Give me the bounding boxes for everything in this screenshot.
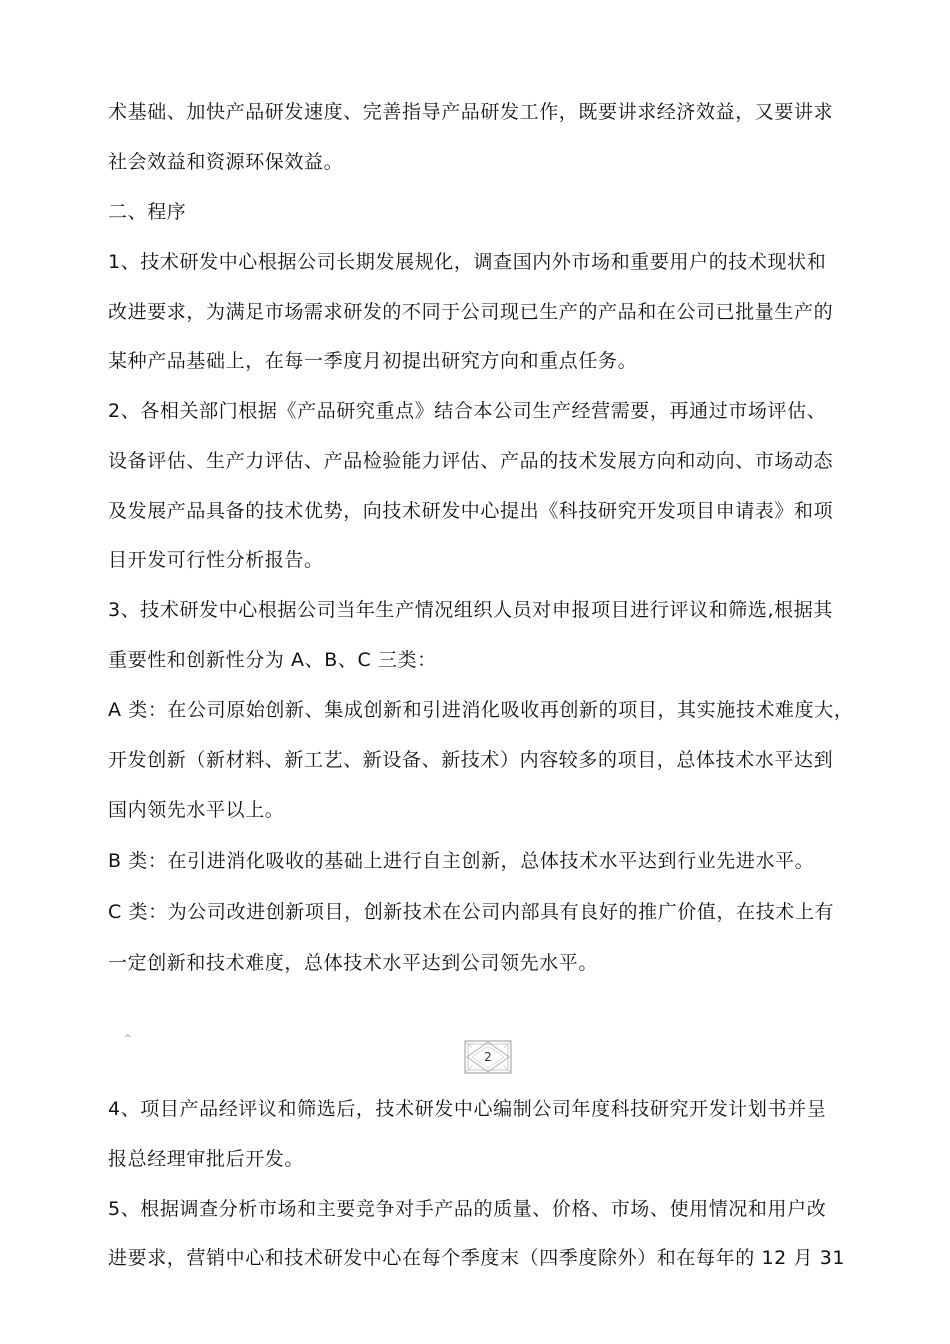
text-line: 一定创新和技术难度，总体技术水平达到公司领先水平。 (108, 952, 599, 974)
text-line: 3、技术研发中心根据公司当年生产情况组织人员对申报项目进行评议和筛选,根据其 (108, 599, 833, 621)
text-line: 报总经理审批后开发。 (108, 1148, 305, 1170)
text-line: 开发创新（新材料、新工艺、新设备、新技术）内容较多的项目，总体技术水平达到 (108, 749, 834, 771)
text-line: 术基础、加快产品研发速度、完善指导产品研发工作，既要讲求经济效益，又要讲求 (108, 101, 834, 123)
text-line: 目开发可行性分析报告。 (108, 549, 324, 571)
text-line: 进要求，营销中心和技术研发中心在每个季度末（四季度除外）和在每年的 12 月 31 (108, 1247, 846, 1269)
text-line: 社会效益和资源环保效益。 (108, 151, 344, 173)
text-line: C 类：为公司改进创新项目，创新技术在公司内部具有良好的推广价值，在技术上有 (108, 901, 835, 923)
text-line: 改进要求，为满足市场需求研发的不同于公司现已生产的产品和在公司已批量生产的 (108, 301, 834, 323)
section-heading: 二、程序 (108, 201, 187, 223)
page-number-badge (464, 1040, 512, 1074)
text-line: 设备评估、生产力评估、产品检验能力评估、产品的技术发展方向和动向、市场动态 (108, 450, 834, 472)
text-line: B 类：在引进消化吸收的基础上进行自主创新，总体技术水平达到行业先进水平。 (108, 850, 815, 872)
text-line: 重要性和创新性分为 A、B、C 三类： (108, 649, 437, 671)
text-line: 4、项目产品经评议和筛选后，技术研发中心编制公司年度科技研究开发计划书并呈 (108, 1098, 827, 1120)
text-line: 及发展产品具备的技术优势，向技术研发中心提出《科技研究开发项目申请表》和项 (108, 500, 834, 522)
text-line: 国内领先水平以上。 (108, 799, 285, 821)
footer-marker: ^ (124, 1034, 132, 1044)
text-line: 1、技术研发中心根据公司长期发展规化，调查国内外市场和重要用户的技术现状和 (108, 251, 827, 273)
text-line: 5、根据调查分析市场和主要竞争对手产品的质量、价格、市场、使用情况和用户改 (108, 1198, 827, 1220)
page-number: 2 (484, 1050, 492, 1064)
text-line: 某种产品基础上，在每一季度月初提出研究方向和重点任务。 (108, 350, 638, 372)
text-line: 2、各相关部门根据《产品研究重点》结合本公司生产经营需要，再通过市场评估、 (108, 400, 827, 422)
text-line: A 类：在公司原始创新、集成创新和引进消化吸收再创新的项目，其实施技术难度大， (108, 699, 854, 721)
